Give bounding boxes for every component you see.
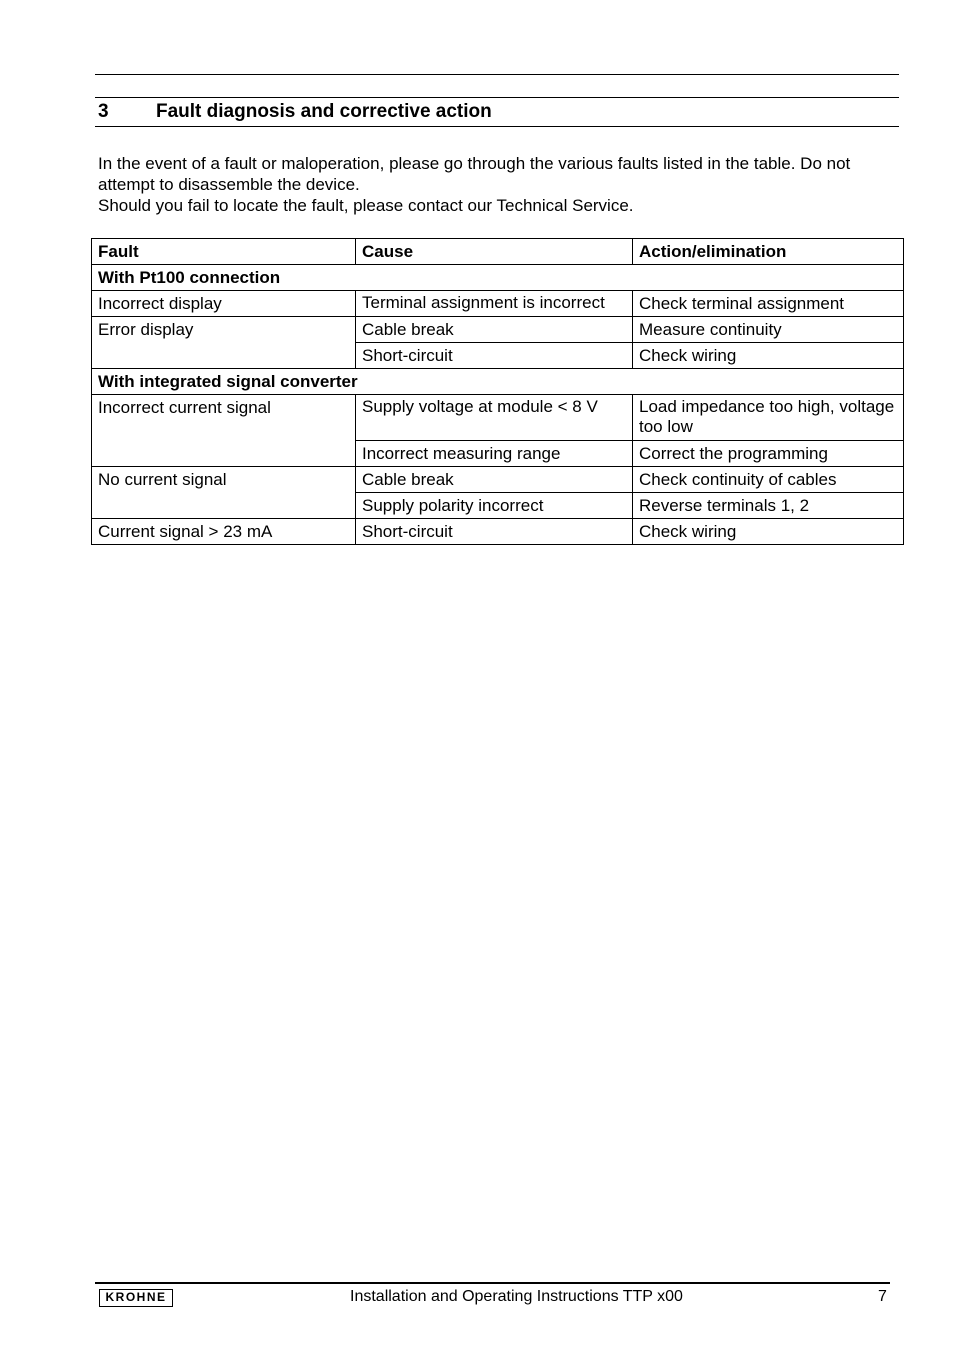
- footer-title: Installation and Operating Instructions TTP x00: [350, 1288, 683, 1305]
- action-cell: Measure continuity: [633, 317, 904, 343]
- fault-cell: Current signal > 23 mA: [92, 519, 356, 545]
- fault-cell: Error display: [92, 317, 356, 369]
- cause-cell: Terminal assignment is incorrect: [356, 291, 633, 317]
- table-row: [92, 467, 904, 493]
- fault-cell: No current signal: [92, 467, 356, 519]
- cause-cell: Incorrect measuring range: [356, 441, 633, 467]
- intro-text: [98, 153, 898, 216]
- section-heading: [95, 97, 899, 127]
- table-section-row: [92, 265, 904, 291]
- action-cell: Check wiring: [633, 519, 904, 545]
- section-number: 3: [98, 101, 109, 122]
- table-row: [92, 317, 904, 343]
- krohne-logo: KROHNE: [99, 1289, 173, 1307]
- action-cell: Check terminal assignment: [633, 291, 904, 317]
- table-section-row: [92, 369, 904, 395]
- table-row: [92, 519, 904, 545]
- fault-table: [91, 238, 904, 545]
- intro-paragraph-1: In the event of a fault or maloperation, please go through the various faults listed in the table. Do not attempt to disassemble the device.: [98, 154, 851, 194]
- header-action: Action/elimination: [633, 239, 904, 265]
- section-title: Fault diagnosis and corrective action: [156, 101, 492, 122]
- section-pt100: With Pt100 connection: [92, 265, 904, 291]
- cause-cell: Supply polarity incorrect: [356, 493, 633, 519]
- footer-rule: [95, 1282, 890, 1284]
- table-row: [92, 395, 904, 441]
- table-row: [92, 291, 904, 317]
- action-cell: Load impedance too high, voltage too low: [633, 395, 904, 441]
- table-header-row: [92, 239, 904, 265]
- action-cell: Check continuity of cables: [633, 467, 904, 493]
- cause-cell: Cable break: [356, 317, 633, 343]
- action-cell: Correct the programming: [633, 441, 904, 467]
- page-number: 7: [878, 1288, 887, 1305]
- cause-cell: Short-circuit: [356, 343, 633, 369]
- section-signal-converter: With integrated signal converter: [92, 369, 904, 395]
- fault-cell: Incorrect display: [92, 291, 356, 317]
- cause-cell: Cable break: [356, 467, 633, 493]
- cause-cell: Short-circuit: [356, 519, 633, 545]
- cause-cell: Supply voltage at module < 8 V: [356, 395, 633, 441]
- header-fault: Fault: [92, 239, 356, 265]
- action-cell: Check wiring: [633, 343, 904, 369]
- header-cause: Cause: [356, 239, 633, 265]
- intro-paragraph-2: Should you fail to locate the fault, please contact our Technical Service.: [98, 196, 634, 215]
- top-rule: [95, 74, 899, 75]
- action-cell: Reverse terminals 1, 2: [633, 493, 904, 519]
- fault-cell: Incorrect current signal: [92, 395, 356, 467]
